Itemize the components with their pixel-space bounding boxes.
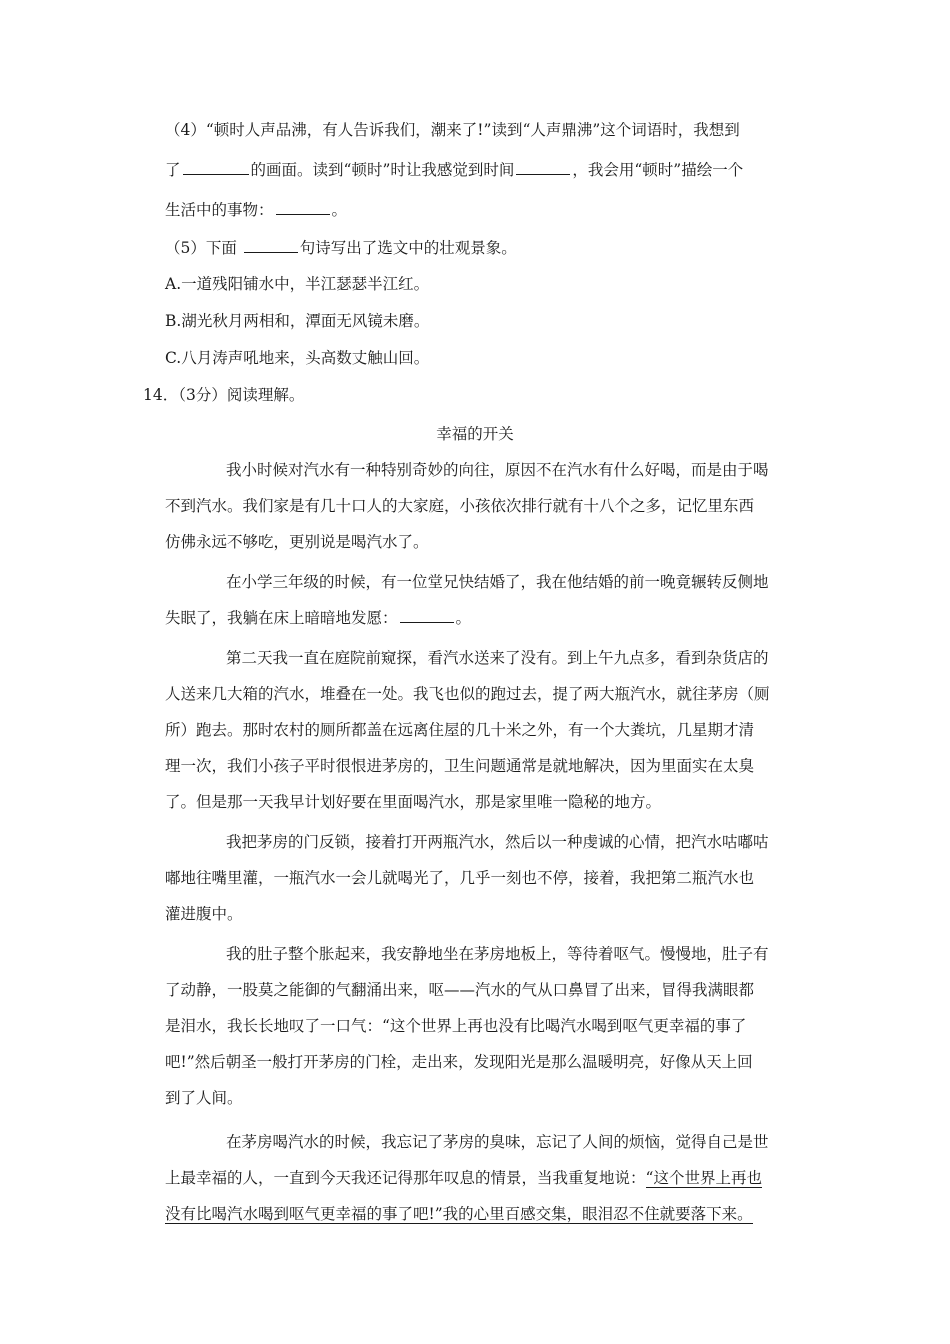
passage-line: 嘟地往嘴里灌，一瓶汽水一会儿就喝光了，几乎一刻也不停，接着，我把第二瓶汽水也	[165, 869, 755, 887]
q4-line-3-a: 生活中的事物：	[165, 201, 274, 219]
passage-line: 我的肚子整个胀起来，我安静地坐在茅房地板上，等待着呕气。慢慢地，肚子有	[226, 945, 769, 963]
answer-blank	[183, 160, 249, 175]
q4-line-2-a: 了	[165, 161, 181, 179]
passage-text: 上最幸福的人，一直到今天我还记得那年叹息的情景，当我重复地说：	[165, 1169, 646, 1187]
answer-blank	[400, 608, 454, 623]
passage-line: 了。但是那一天我早计划好要在里面喝汽水，那是家里唯一隐秘的地方。	[165, 793, 662, 811]
q5-stem-b: 句诗写出了选文中的壮观景象。	[299, 239, 517, 257]
passage-text: 失眠了，我躺在床上暗暗地发愿：	[165, 609, 398, 627]
q4-line-2-b: 的画面。读到“顿时”时让我感觉到时间	[250, 161, 515, 179]
passage-line: 不到汽水。我们家是有几十口人的大家庭，小孩依次排行就有十八个之多，记忆里东西	[165, 497, 755, 515]
passage-line: 吧!”然后朝圣一般打开茅房的门栓，走出来，发现阳光是那么温暖明亮，好像从天上回	[165, 1053, 753, 1071]
passage-line: 所）跑去。那时农村的厕所都盖在远离住屋的几十米之外，有一个大粪坑，几星期才清	[165, 721, 755, 739]
passage-line	[165, 606, 471, 630]
q5-option-b: B.湖光秋月两相和，潭面无风镜未磨。	[165, 312, 430, 330]
q4-line-3	[165, 198, 347, 222]
passage-line: 第二天我一直在庭院前窥探，看汽水送来了没有。到上午九点多，看到杂货店的	[226, 649, 769, 667]
answer-blank	[244, 238, 298, 253]
passage-line: 到了人间。	[165, 1089, 243, 1107]
passage-line: 仿佛永远不够吃，更别说是喝汽水了。	[165, 533, 429, 551]
underlined-sentence: 没有比喝汽水喝到呕气更幸福的事了吧!”我的心里百感交集，眼泪忍不住就要落下来。	[165, 1205, 753, 1223]
passage-line: 我把茅房的门反锁，接着打开两瓶汽水，然后以一种虔诚的心情，把汽水咕嘟咕	[226, 833, 769, 851]
passage-text: 。	[455, 609, 472, 627]
passage-line: 在小学三年级的时候，有一位堂兄快结婚了，我在他结婚的前一晚竟辗转反侧地	[226, 573, 769, 591]
q5-stem	[165, 236, 517, 260]
q4-line-1: （4）“顿时人声品沸，有人告诉我们，潮来了!”读到“人声鼎沸”这个词语时，我想到	[165, 121, 740, 139]
q4-line-2	[165, 158, 743, 182]
passage-line: 人送来几大箱的汽水，堆叠在一处。我飞也似的跑过去，提了两大瓶汽水，就往茅房（厕	[165, 685, 770, 703]
passage-line: 灌进腹中。	[165, 905, 243, 923]
q4-line-3-b: 。	[331, 201, 348, 219]
passage-line: 理一次，我们小孩子平时很恨进茅房的，卫生问题通常是就地解决，因为里面实在太臭	[165, 757, 755, 775]
answer-blank	[276, 200, 330, 215]
q14-heading: 14．（3分）阅读理解。	[143, 386, 305, 404]
passage-line	[165, 1202, 753, 1226]
q5-stem-a: （5）下面	[165, 239, 242, 257]
passage-line	[165, 1166, 762, 1190]
answer-blank	[516, 160, 570, 175]
q5-option-c: C.八月涛声吼地来，头高数丈触山回。	[165, 349, 430, 367]
underlined-sentence: “这个世界上再也	[645, 1169, 762, 1187]
passage-line: 是泪水，我长长地叹了一口气：“这个世界上再也没有比喝汽水喝到呕气更幸福的事了	[165, 1017, 747, 1035]
passage-title: 幸福的开关	[436, 425, 514, 443]
passage-line: 在茅房喝汽水的时候，我忘记了茅房的臭味，忘记了人间的烦恼，觉得自己是世	[226, 1133, 769, 1151]
passage-line: 了动静，一股莫之能御的气翻涌出来，呕——汽水的气从口鼻冒了出来，冒得我满眼都	[165, 981, 755, 999]
q4-line-2-c: ，我会用“顿时”描绘一个	[572, 161, 744, 179]
passage-line: 我小时候对汽水有一种特别奇妙的向往，原因不在汽水有什么好喝，而是由于喝	[226, 461, 769, 479]
q5-option-a: A.一道残阳铺水中，半江瑟瑟半江红。	[165, 275, 430, 293]
